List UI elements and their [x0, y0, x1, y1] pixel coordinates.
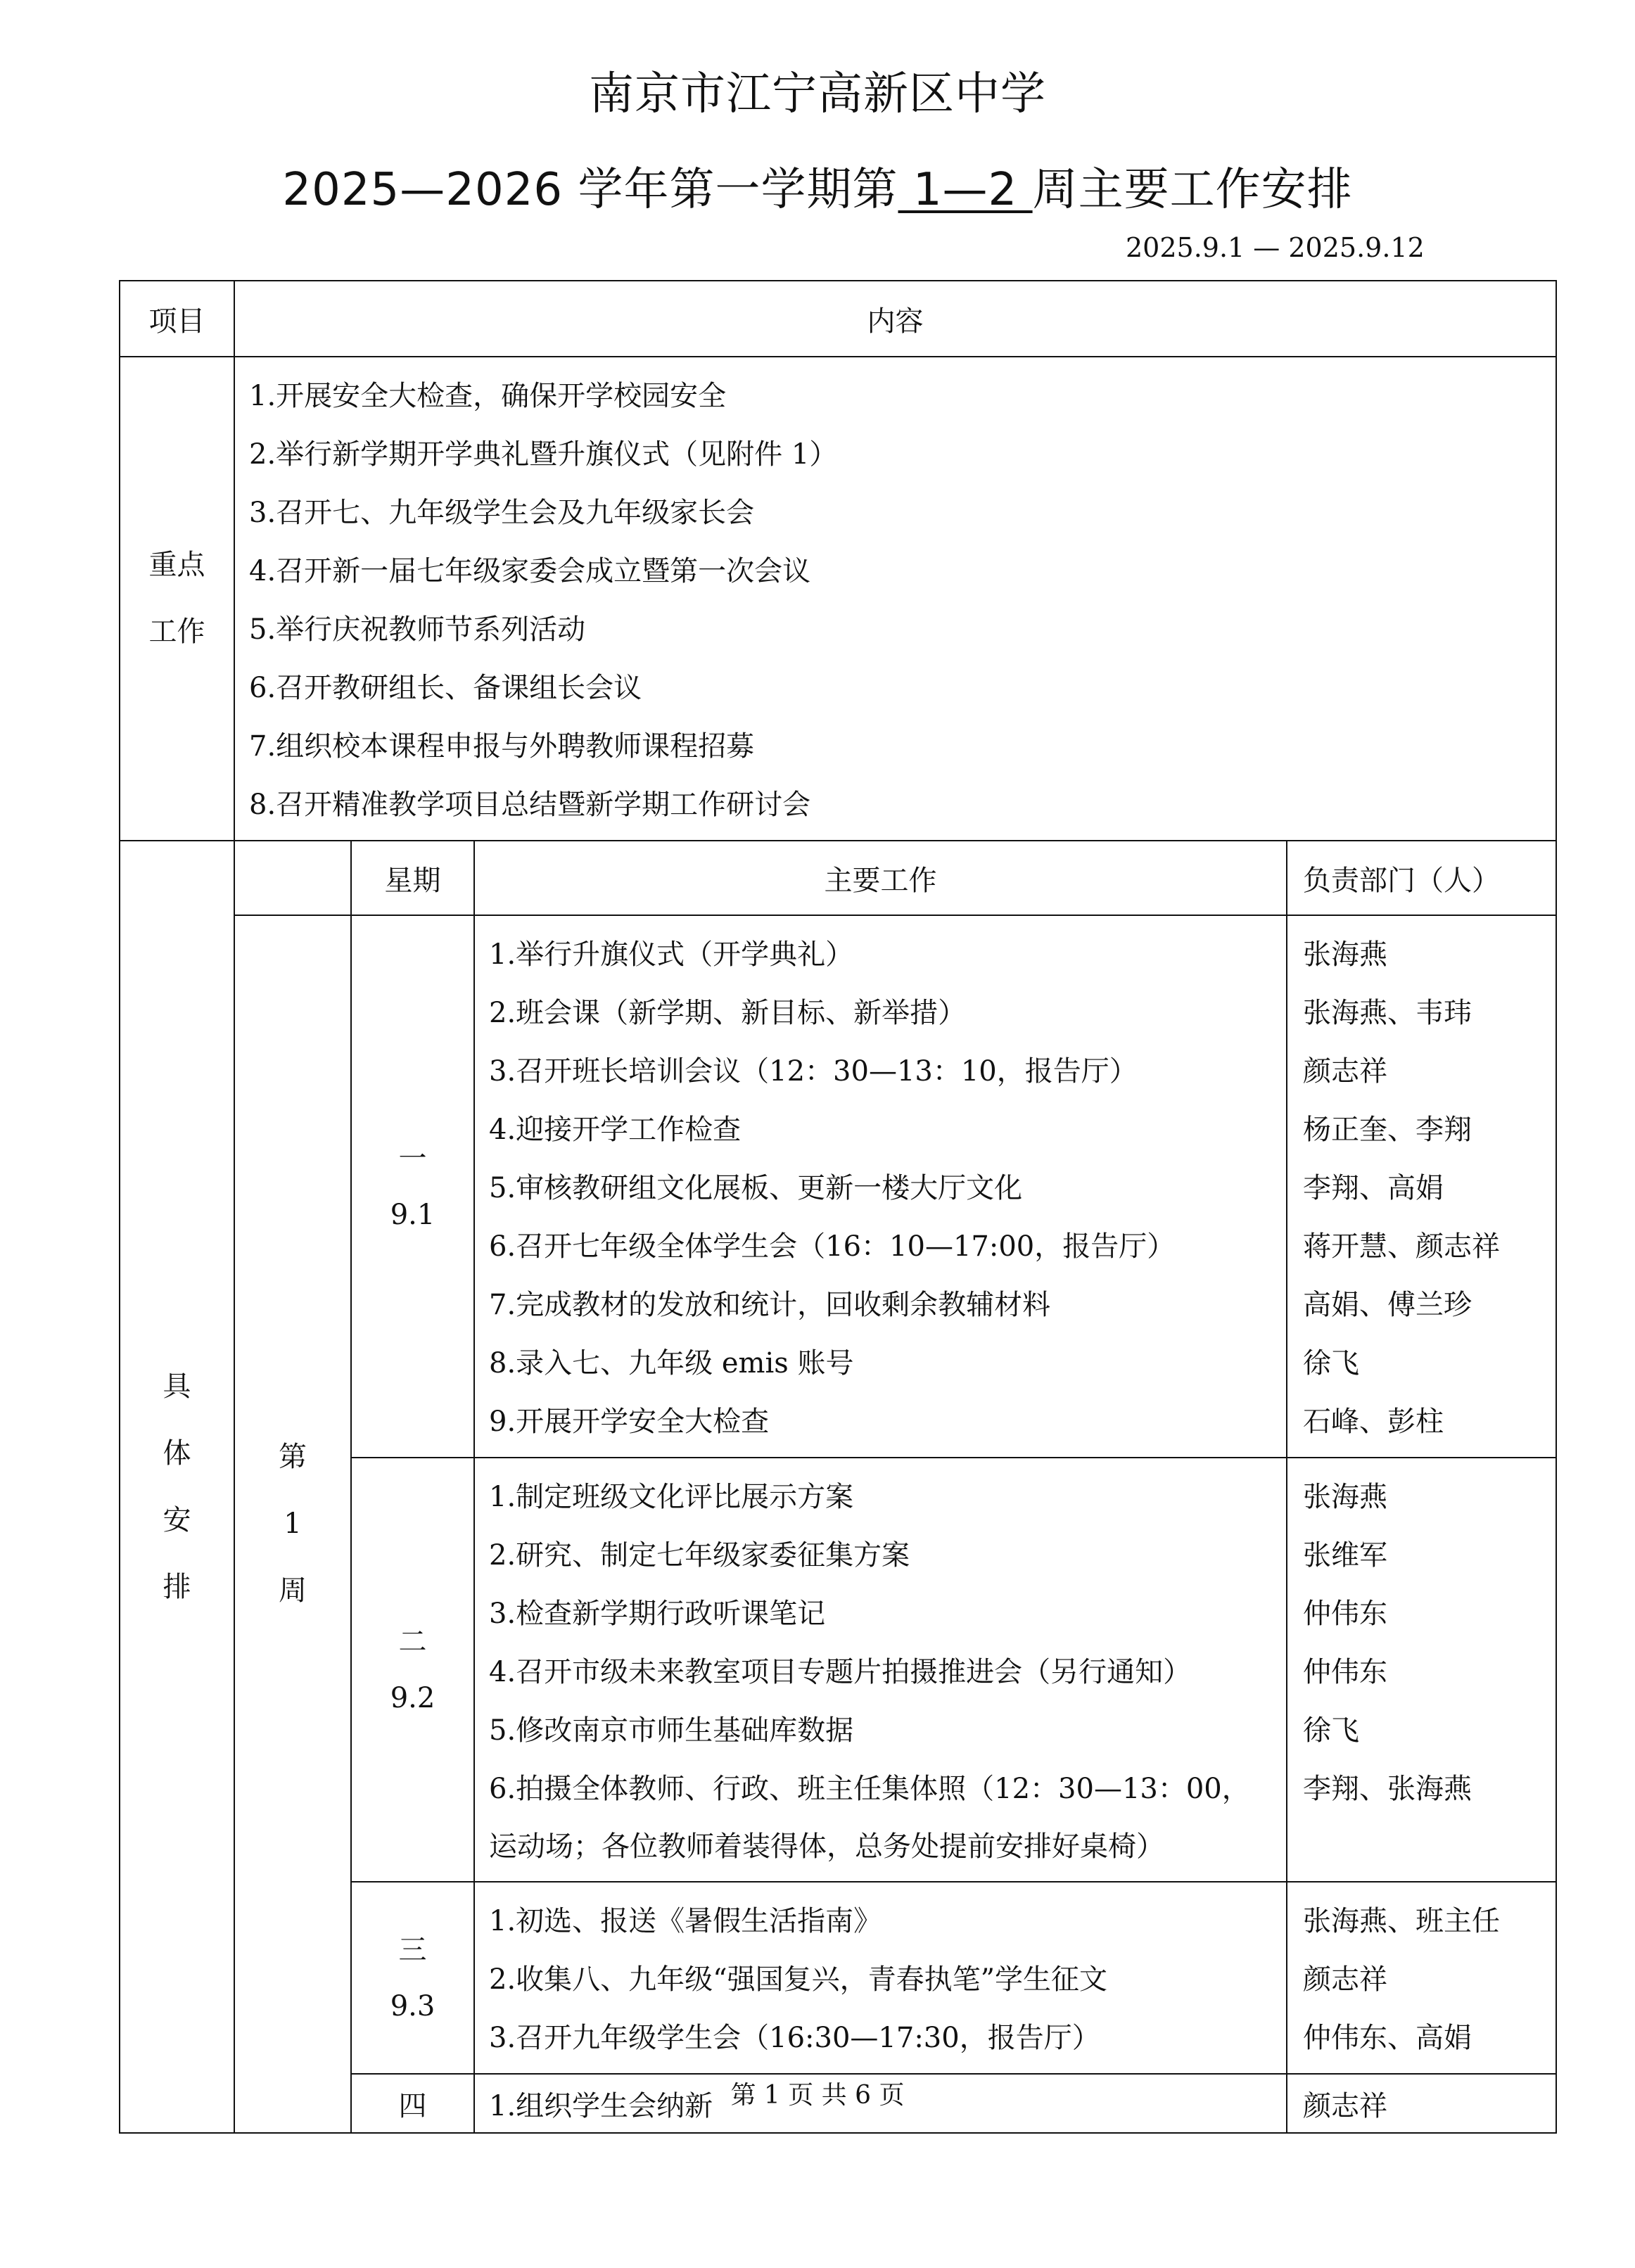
- resp-item: 颜志祥: [1303, 1055, 1387, 1088]
- task-item: 1.组织学生会纳新: [489, 2089, 713, 2122]
- specific-label-char: 排: [163, 1570, 191, 1603]
- sub-header-day: 星期: [351, 841, 474, 915]
- resp-item: 张海燕: [1303, 938, 1387, 971]
- specific-label-char: 具: [163, 1370, 191, 1403]
- task-item: 5.审核教研组文化展板、更新一楼大厅文化: [489, 1172, 1023, 1204]
- resp-list: [1287, 1458, 1556, 1882]
- day-cell: [351, 915, 474, 1458]
- resp-item: 张海燕、班主任: [1303, 1905, 1500, 1937]
- task-item: 4.迎接开学工作检查: [489, 1114, 742, 1146]
- specific-label-char: 安: [163, 1503, 191, 1536]
- resp-item: 李翔、高娟: [1303, 1172, 1444, 1204]
- task-item: 3.召开九年级学生会（16:30—17:30，报告厅）: [489, 2022, 1100, 2054]
- key-work-item: 5.举行庆祝教师节系列活动: [249, 613, 586, 646]
- key-work-item: 1.开展安全大检查，确保开学校园安全: [249, 380, 727, 412]
- date: 9.2: [390, 1681, 435, 1714]
- sub-header-work: 主要工作: [474, 841, 1287, 915]
- resp-item: 颜志祥: [1303, 2089, 1387, 2122]
- resp-item: 蒋开慧、颜志祥: [1303, 1230, 1500, 1263]
- weekday: 四: [398, 2089, 427, 2122]
- task-item: 4.召开市级未来教室项目专题片拍摄推进会（另行通知）: [489, 1656, 1192, 1688]
- day-cell: [351, 1458, 474, 1882]
- task-item: 1.初选、报送《暑假生活指南》: [489, 1905, 882, 1937]
- key-work-label-line: 重点: [148, 549, 205, 581]
- task-item: 1.举行升旗仪式（开学典礼）: [489, 938, 854, 971]
- resp-item: 杨正奎、李翔: [1303, 1114, 1472, 1146]
- specific-label: [120, 841, 234, 2133]
- resp-item: 李翔、张海燕: [1303, 1773, 1472, 1805]
- resp-item: 徐飞: [1303, 1714, 1359, 1747]
- document-title: [0, 153, 1635, 218]
- resp-item: 仲伟东: [1303, 1656, 1387, 1688]
- key-work-row: [120, 357, 1556, 841]
- key-work-item: 7.组织校本课程申报与外聘教师课程招募: [249, 730, 755, 763]
- resp-item: 张海燕、韦玮: [1303, 997, 1472, 1029]
- task-item: 5.修改南京市师生基础库数据: [489, 1714, 854, 1747]
- week-label-char: 1: [284, 1508, 302, 1540]
- title-suffix: 周主要工作安排: [1032, 164, 1353, 216]
- task-list: [474, 1882, 1287, 2074]
- key-work-item: 8.召开精准教学项目总结暨新学期工作研讨会: [249, 789, 811, 821]
- weekday: 一: [398, 1142, 427, 1175]
- key-work-item: 6.召开教研组长、备课组长会议: [249, 672, 642, 704]
- school-title: 南京市江宁高新区中学: [589, 68, 1046, 120]
- title-weeks: 1—2: [898, 164, 1033, 216]
- key-work-item: 2.举行新学期开学典礼暨升旗仪式（见附件 1）: [249, 438, 838, 471]
- resp-item: 仲伟东、高娟: [1303, 2022, 1472, 2054]
- task-item: 2.收集八、九年级“强国复兴，青春执笔”学生征文: [489, 1963, 1108, 1996]
- task-item: 3.检查新学期行政听课笔记: [489, 1598, 826, 1630]
- task-item: 6.召开七年级全体学生会（16：10—17:00，报告厅）: [489, 1230, 1176, 1263]
- task-item: 1.制定班级文化评比展示方案: [489, 1481, 854, 1513]
- sub-header-resp: 负责部门（人）: [1287, 841, 1556, 915]
- table-header-row: [120, 281, 1556, 357]
- date: 9.1: [390, 1198, 435, 1231]
- resp-item: 仲伟东: [1303, 1598, 1387, 1630]
- col-header-content: 内容: [234, 281, 1556, 357]
- key-work-item: 3.召开七、九年级学生会及九年级家长会: [249, 497, 755, 529]
- task-item: 7.完成教材的发放和统计，回收剩余教辅材料: [489, 1289, 1051, 1321]
- date: 9.3: [390, 1989, 435, 2022]
- resp-item: 颜志祥: [1303, 1963, 1387, 1996]
- week-label-char: 周: [279, 1574, 307, 1607]
- weekday: 二: [398, 1625, 427, 1658]
- key-work-item: 4.召开新一届七年级家委会成立暨第一次会议: [249, 555, 811, 587]
- resp-item: 张维军: [1303, 1539, 1387, 1572]
- task-item: 6.拍摄全体教师、行政、班主任集体照（12：30—13：00，运动场；各位教师着装得体，总务处提前安排好桌椅）: [489, 1773, 1250, 1863]
- task-item: 9.开展开学安全大检查: [489, 1406, 770, 1438]
- weekday: 三: [398, 1933, 427, 1966]
- resp-list: [1287, 915, 1556, 1458]
- date-range: 2025.9.1 — 2025.9.12: [1126, 232, 1425, 263]
- task-item: 8.录入七、九年级 emis 账号: [489, 1347, 854, 1380]
- page-footer: 第 1 页 共 6 页: [730, 2081, 905, 2110]
- task-item: 2.班会课（新学期、新目标、新举措）: [489, 997, 967, 1029]
- week-label: [234, 915, 351, 2133]
- resp-list: [1287, 1882, 1556, 2074]
- col-header-item: 项目: [120, 281, 234, 357]
- resp-item: 石峰、彭柱: [1303, 1406, 1444, 1438]
- sub-header-empty: [234, 841, 351, 915]
- day-cell: [351, 1882, 474, 2074]
- resp-item: 张海燕: [1303, 1481, 1387, 1513]
- key-work-label: [120, 357, 234, 841]
- task-list: [474, 915, 1287, 1458]
- day-row: [120, 915, 1556, 1458]
- schedule-table: [119, 280, 1557, 2134]
- key-work-label-line: 工作: [148, 616, 205, 648]
- key-work-list: [234, 357, 1556, 841]
- task-list: [474, 1458, 1287, 1882]
- task-item: 2.研究、制定七年级家委征集方案: [489, 1539, 910, 1572]
- resp-item: 高娟、傅兰珍: [1303, 1289, 1472, 1321]
- task-item: 3.召开班长培训会议（12：30—13：10，报告厅）: [489, 1055, 1138, 1088]
- title-prefix: 2025—2026 学年第一学期第: [282, 164, 898, 216]
- sub-header-row: [120, 841, 1556, 915]
- week-label-char: 第: [279, 1441, 307, 1473]
- specific-label-char: 体: [163, 1436, 191, 1470]
- resp-item: 徐飞: [1303, 1347, 1359, 1380]
